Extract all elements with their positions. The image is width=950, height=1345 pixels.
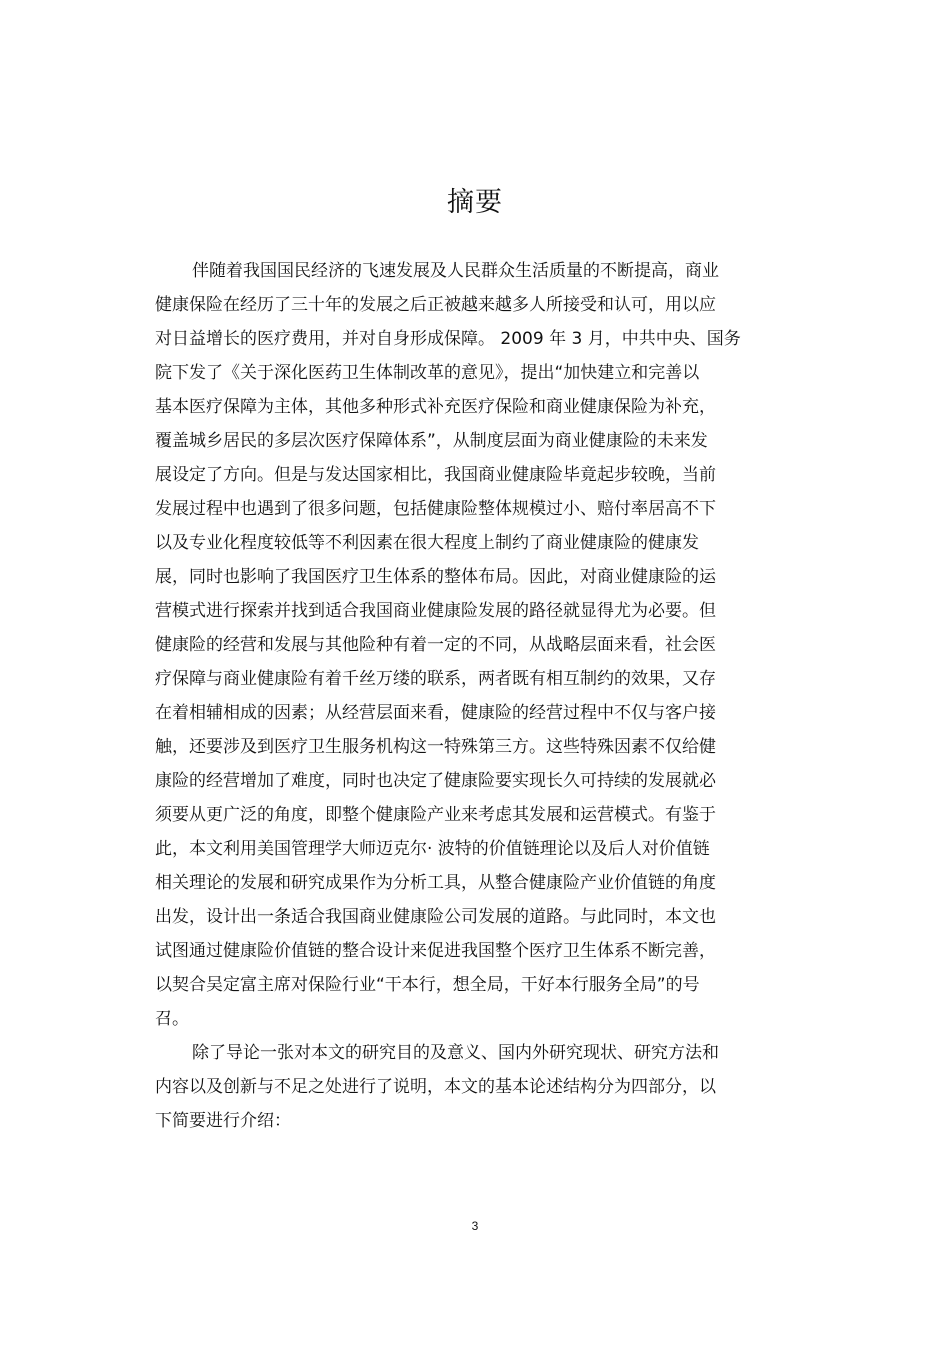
page-number: 3 bbox=[471, 1219, 479, 1233]
body-line: 除了导论一张对本文的研究目的及意义、国内外研究现状、研究方法和 bbox=[192, 1043, 719, 1063]
body-line: 覆盖城乡居民的多层次医疗保障体系”，从制度层面为商业健康险的未来发 bbox=[155, 431, 708, 451]
body-line: 发展过程中也遇到了很多问题，包括健康险整体规模过小、赔付率居高不下 bbox=[155, 499, 716, 519]
body-line: 内容以及创新与不足之处进行了说明，本文的基本论述结构分为四部分，以 bbox=[155, 1077, 716, 1097]
body-line: 院下发了《关于深化医药卫生体制改革的意见》，提出“加快建立和完善以 bbox=[155, 363, 700, 383]
body-line: 相关理论的发展和研究成果作为分析工具，从整合健康险产业价值链的角度 bbox=[155, 873, 716, 893]
body-line: 展设定了方向。但是与发达国家相比，我国商业健康险毕竟起步较晚，当前 bbox=[155, 465, 716, 485]
body-line: 伴随着我国国民经济的飞速发展及人民群众生活质量的不断提高，商业 bbox=[192, 261, 719, 281]
body-line: 试图通过健康险价值链的整合设计来促进我国整个医疗卫生体系不断完善， bbox=[155, 941, 716, 961]
body-line: 以契合吴定富主席对保险行业“干本行，想全局，干好本行服务全局”的号 bbox=[155, 975, 700, 995]
body-line: 基本医疗保障为主体，其他多种形式补充医疗保险和商业健康保险为补充， bbox=[155, 397, 716, 417]
body-line: 此，本文利用美国管理学大师迈克尔· 波特的价值链理论以及后人对价值链 bbox=[155, 839, 710, 859]
body-line: 营模式进行探索并找到适合我国商业健康险发展的路径就显得尤为必要。但 bbox=[155, 601, 716, 621]
body-line: 在着相辅相成的因素；从经营层面来看，健康险的经营过程中不仅与客户接 bbox=[155, 703, 716, 723]
page-title: 摘要 bbox=[447, 187, 503, 218]
body-line: 健康保险在经历了三十年的发展之后正被越来越多人所接受和认可，用以应 bbox=[155, 295, 716, 315]
body-line: 出发，设计出一条适合我国商业健康险公司发展的道路。与此同时，本文也 bbox=[155, 907, 716, 927]
body-line: 以及专业化程度较低等不利因素在很大程度上制约了商业健康险的健康发 bbox=[155, 533, 699, 553]
body-line: 疗保障与商业健康险有着千丝万缕的联系，两者既有相互制约的效果，又存 bbox=[155, 669, 716, 689]
body-line: 展，同时也影响了我国医疗卫生体系的整体布局。因此，对商业健康险的运 bbox=[155, 567, 716, 587]
body-line: 召。 bbox=[155, 1009, 189, 1029]
body-line: 对日益增长的医疗费用，并对自身形成保障。 2009 年 3 月，中共中央、国务 bbox=[155, 329, 741, 349]
body-line: 下简要进行介绍： bbox=[155, 1111, 291, 1131]
body-line: 康险的经营增加了难度，同时也决定了健康险要实现长久可持续的发展就必 bbox=[155, 771, 716, 791]
body-line: 健康险的经营和发展与其他险种有着一定的不同，从战略层面来看，社会医 bbox=[155, 635, 716, 655]
body-line: 触，还要涉及到医疗卫生服务机构这一特殊第三方。这些特殊因素不仅给健 bbox=[155, 737, 716, 757]
body-line: 须要从更广泛的角度，即整个健康险产业来考虑其发展和运营模式。有鉴于 bbox=[155, 805, 716, 825]
